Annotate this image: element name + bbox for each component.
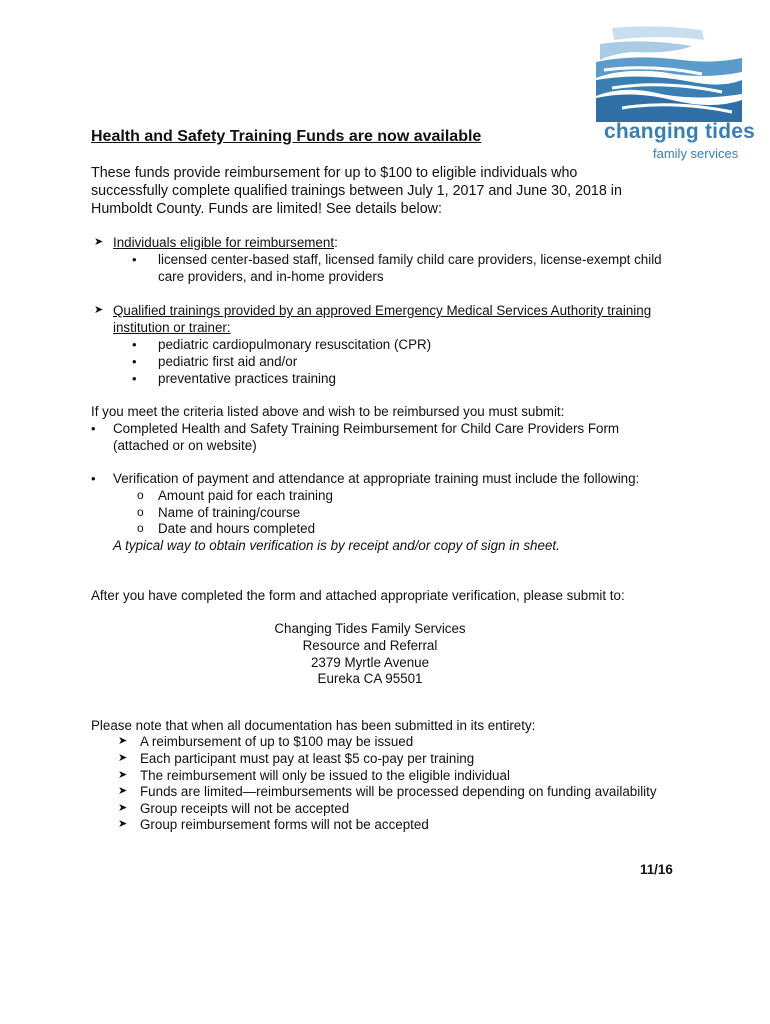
bullet-icon: • xyxy=(132,354,137,369)
intro-line-2: successfully complete qualified trainings between July 1, 2017 and June 30, 2018 in xyxy=(91,183,622,199)
circle-bullet-icon: o xyxy=(137,505,144,519)
qualified-item: pediatric first aid and/or xyxy=(158,354,298,369)
notes-item: Group receipts will not be accepted xyxy=(140,801,350,816)
after-text: After you have completed the form and attached appropriate verification, please submit to: xyxy=(91,588,625,603)
bullet-icon: • xyxy=(132,337,137,352)
qualified-item: pediatric cardiopulmonary resuscitation (CPR) xyxy=(158,337,432,352)
bullet-icon: • xyxy=(91,421,96,436)
changing-tides-logo-icon xyxy=(592,24,746,122)
logo-name: changing tides xyxy=(604,120,755,143)
verification-note: A typical way to obtain verification is by receipt and/or copy of sign in sheet. xyxy=(113,538,560,553)
arrow-bullet-icon: ➤ xyxy=(94,236,104,248)
arrow-bullet-icon: ➤ xyxy=(118,752,128,764)
intro-line-1: These funds provide reimbursement for up to $100 to eligible individuals who xyxy=(91,165,578,181)
submit-intro: If you meet the criteria listed above and wish to be reimbursed you must submit: xyxy=(91,404,565,419)
notes-item: The reimbursement will only be issued to the eligible individual xyxy=(140,768,510,783)
address-line-4: Eureka CA 95501 xyxy=(317,671,423,686)
notes-intro: Please note that when all documentation has been submitted in its entirety: xyxy=(91,718,536,733)
verification-item: Amount paid for each training xyxy=(158,488,333,503)
eligible-heading: Individuals eligible for reimbursement: xyxy=(113,235,338,250)
circle-bullet-icon: o xyxy=(137,521,144,535)
arrow-bullet-icon: ➤ xyxy=(118,818,128,830)
bullet-icon: • xyxy=(132,371,137,386)
notes-item: A reimbursement of up to $100 may be issued xyxy=(140,734,414,749)
address-line-3: 2379 Myrtle Avenue xyxy=(310,655,430,670)
arrow-bullet-icon: ➤ xyxy=(118,785,128,797)
verification-item: Date and hours completed xyxy=(158,521,316,536)
address-line-2: Resource and Referral xyxy=(302,638,438,653)
page-number: 11/16 xyxy=(640,862,673,877)
submit-form-line-2: (attached or on website) xyxy=(113,438,257,453)
notes-item: Funds are limited—reimbursements will be processed depending on funding availability xyxy=(140,784,657,799)
submit-form-line-1: Completed Health and Safety Training Reimbursement for Child Care Providers Form xyxy=(113,421,620,436)
bullet-icon: • xyxy=(132,252,137,267)
circle-bullet-icon: o xyxy=(137,488,144,502)
intro-line-3: Humboldt County. Funds are limited! See details below: xyxy=(91,201,442,217)
arrow-bullet-icon: ➤ xyxy=(118,769,128,781)
qualified-item: preventative practices training xyxy=(158,371,336,386)
page-title: Health and Safety Training Funds are now available xyxy=(91,128,482,145)
notes-item: Group reimbursement forms will not be accepted xyxy=(140,817,429,832)
verification-item: Name of training/course xyxy=(158,505,301,520)
arrow-bullet-icon: ➤ xyxy=(118,802,128,814)
submit-verification: Verification of payment and attendance at appropriate training must include the following: xyxy=(113,471,640,486)
eligible-item-line-1: licensed center-based staff, licensed family child care providers, license-exempt child xyxy=(158,252,662,267)
arrow-bullet-icon: ➤ xyxy=(94,304,104,316)
notes-item: Each participant must pay at least $5 co-pay per training xyxy=(140,751,475,766)
qualified-heading-line-2: institution or trainer: xyxy=(113,320,231,335)
logo-subtitle: family services xyxy=(653,146,739,161)
arrow-bullet-icon: ➤ xyxy=(118,735,128,747)
qualified-heading-line-1: Qualified trainings provided by an approved Emergency Medical Services Authority training xyxy=(113,303,652,318)
eligible-item-line-2: care providers, and in-home providers xyxy=(158,269,384,284)
address-line-1: Changing Tides Family Services xyxy=(274,621,466,636)
bullet-icon: • xyxy=(91,471,96,486)
